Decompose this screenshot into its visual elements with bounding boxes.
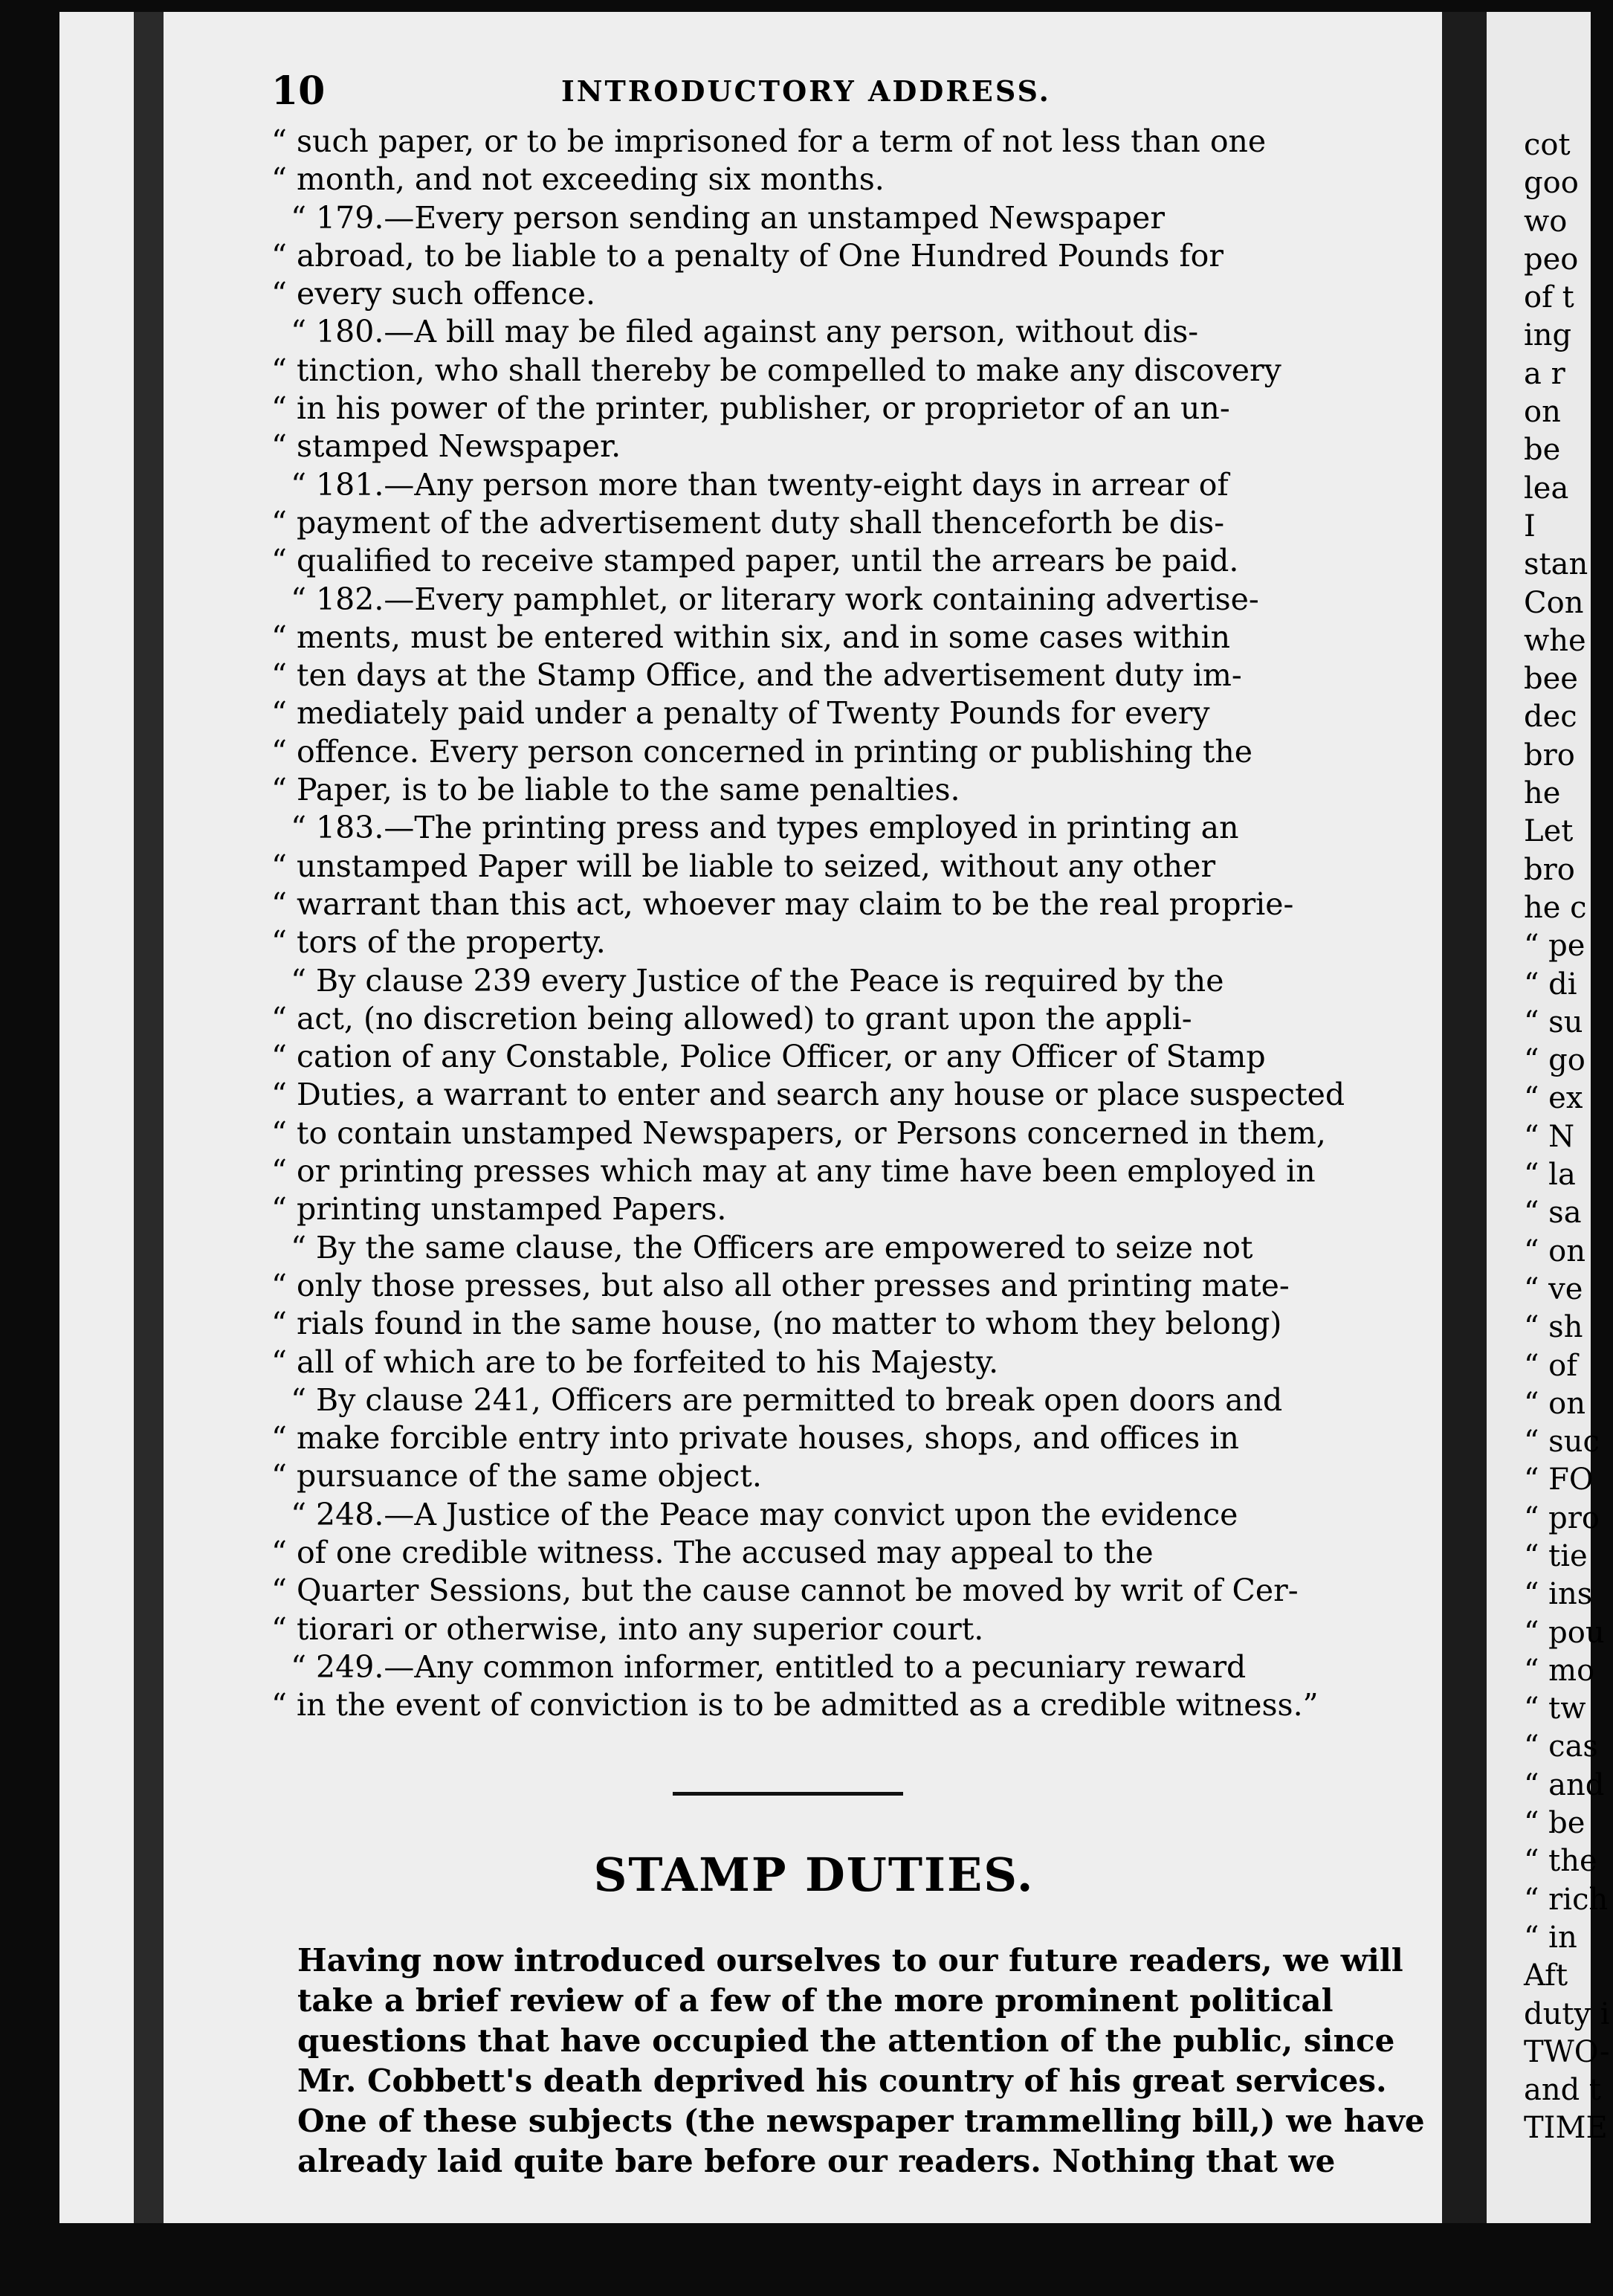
text-line: “ ten days at the Stamp Office, and the advertisement duty im- <box>271 657 1242 694</box>
section-divider <box>673 1792 903 1796</box>
facing-page-line: wo <box>1524 204 1568 239</box>
section-title: STAMP DUTIES. <box>593 1848 1035 1902</box>
text-line: “ stamped Newspaper. <box>271 428 621 465</box>
facing-page-line: “ sa <box>1524 1196 1582 1231</box>
facing-page-line: “ in <box>1524 1920 1577 1955</box>
text-line: “ qualified to receive stamped paper, until the arrears be paid. <box>271 543 1239 579</box>
text-line: “ tors of the property. <box>271 924 606 961</box>
text-line: “ rials found in the same house, (no matter to whom they belong) <box>271 1306 1282 1342</box>
text-line: “ Duties, a warrant to enter and search any house or place suspected <box>271 1077 1345 1113</box>
text-line: “ 179.—Every person sending an unstamped Newspaper <box>271 199 1165 236</box>
facing-page-line: whe <box>1524 623 1586 658</box>
text-line: Having now introduced ourselves to our future readers, we will <box>297 1942 1403 1979</box>
facing-page-line: “ rich <box>1524 1882 1609 1917</box>
facing-page-line: Aft <box>1524 1958 1568 1993</box>
facing-page-line: TIME <box>1524 2111 1608 2146</box>
body-text <box>271 123 1357 1724</box>
text-line: “ Quarter Sessions, but the cause cannot be moved by writ of Cer- <box>271 1573 1299 1609</box>
facing-page-line: on <box>1524 395 1561 430</box>
facing-page-line: bro <box>1524 852 1575 887</box>
facing-page-line: “ sh <box>1524 1310 1583 1345</box>
facing-page-line: “ on <box>1524 1234 1586 1268</box>
text-line: “ unstamped Paper will be liable to seized, without any other <box>271 848 1216 884</box>
scan-border-bottom <box>0 2223 1591 2296</box>
text-line: “ in his power of the printer, publisher, or proprietor of an un- <box>271 390 1230 427</box>
facing-page-line: “ pou <box>1524 1615 1605 1650</box>
text-line: “ in the event of conviction is to be admitted as a credible witness.” <box>271 1687 1319 1723</box>
text-line: “ tinction, who shall thereby be compelled to make any discovery <box>271 352 1281 388</box>
text-line: “ month, and not exceeding six months. <box>271 161 885 198</box>
facing-page-line: of t <box>1524 280 1574 315</box>
facing-page-line: “ tie <box>1524 1538 1588 1573</box>
facing-page-line: “ be <box>1524 1806 1585 1841</box>
facing-page-line: he <box>1524 776 1561 811</box>
facing-page-line: ing <box>1524 318 1572 353</box>
facing-page-line: “ mo <box>1524 1653 1595 1688</box>
text-line: “ tiorari or otherwise, into any superior court. <box>271 1610 984 1647</box>
facing-page-line: “ ve <box>1524 1271 1583 1306</box>
text-line: “ cation of any Constable, Police Officer, or any Officer of Stamp <box>271 1039 1266 1075</box>
text-line: “ all of which are to be forfeited to his Majesty. <box>271 1344 999 1380</box>
text-line: “ By clause 241, Officers are permitted to break open doors and <box>271 1381 1283 1418</box>
text-line: One of these subjects (the newspaper trammelling bill,) we have <box>297 2103 1425 2139</box>
facing-page-line: be <box>1524 433 1561 468</box>
text-line: “ 181.—Any person more than twenty-eight days in arrear of <box>271 466 1229 503</box>
facing-page-line: Con <box>1524 585 1584 620</box>
text-line: “ payment of the advertisement duty shall thenceforth be dis- <box>271 504 1225 541</box>
facing-page-line: “ ins <box>1524 1577 1593 1612</box>
binding-shadow <box>134 12 164 2278</box>
text-line: “ mediately paid under a penalty of Twenty Pounds for every <box>271 695 1210 732</box>
text-line: questions that have occupied the attention of the public, since <box>297 2022 1395 2059</box>
text-line: “ printing unstamped Papers. <box>271 1191 727 1228</box>
facing-page-line: “ N <box>1524 1119 1575 1154</box>
facing-page-line: “ the <box>1524 1844 1597 1879</box>
facing-page-line: a r <box>1524 356 1565 391</box>
facing-page-line: duty i <box>1524 1996 1610 2031</box>
text-line: “ warrant than this act, whoever may claim to be the real proprie- <box>271 886 1294 922</box>
text-line: Mr. Cobbett's death deprived his country of his great services. <box>297 2063 1387 2099</box>
facing-page-line: “ of <box>1524 1348 1578 1383</box>
text-line: “ By the same clause, the Officers are empowered to seize not <box>271 1229 1253 1265</box>
facing-page-line: “ go <box>1524 1043 1585 1078</box>
facing-page-line: “ di <box>1524 967 1577 1002</box>
facing-page-line: Let <box>1524 814 1574 849</box>
running-head: INTRODUCTORY ADDRESS. <box>561 74 1051 108</box>
facing-page-line: “ pe <box>1524 929 1585 964</box>
facing-page-line: he c <box>1524 890 1587 925</box>
text-line: “ act, (no discretion being allowed) to grant upon the appli- <box>271 1000 1192 1036</box>
facing-page-line: TWO- <box>1524 2034 1610 2069</box>
text-line: “ 249.—Any common informer, entitled to a pecuniary reward <box>271 1648 1247 1685</box>
text-line: “ make forcible entry into private houses, shops, and offices in <box>271 1420 1239 1457</box>
text-line: “ of one credible witness. The accused may appeal to the <box>271 1534 1154 1570</box>
facing-page-line: peo <box>1524 242 1579 277</box>
text-line: “ abroad, to be liable to a penalty of One Hundred Pounds for <box>271 237 1224 274</box>
text-line: “ pursuance of the same object. <box>271 1458 762 1494</box>
facing-page-text <box>1524 126 1613 2148</box>
text-line: “ such paper, or to be imprisoned for a term of not less than one <box>271 123 1267 159</box>
page-header <box>271 68 1357 113</box>
text-line: “ By clause 239 every Justice of the Peace is required by the <box>271 962 1224 999</box>
text-line: “ 180.—A bill may be filed against any person, without dis- <box>271 314 1199 350</box>
facing-page-line: “ tw <box>1524 1692 1586 1726</box>
gutter <box>1442 12 1487 2278</box>
facing-page-line: and t <box>1524 2073 1602 2108</box>
text-line: “ 248.—A Justice of the Peace may convict upon the evidence <box>271 1496 1238 1532</box>
text-line: take a brief review of a few of the more prominent political <box>297 1982 1334 2019</box>
facing-page-line: “ and <box>1524 1767 1605 1802</box>
text-line: “ to contain unstamped Newspapers, or Persons concerned in them, <box>271 1115 1326 1151</box>
text-line: “ ments, must be entered within six, and in some cases within <box>271 619 1230 655</box>
text-line: already laid quite bare before our readers. Nothing that we <box>297 2143 1336 2179</box>
facing-page-line: “ la <box>1524 1158 1576 1193</box>
facing-page-line: “ ex <box>1524 1081 1583 1116</box>
facing-page-line: “ su <box>1524 1004 1583 1039</box>
intro-paragraph <box>297 1941 1425 2181</box>
facing-page-line: “ suc <box>1524 1425 1600 1460</box>
text-line: “ 183.—The printing press and types employed in printing an <box>271 810 1239 846</box>
facing-page-line: bee <box>1524 662 1578 697</box>
facing-page-line: cot <box>1524 128 1571 162</box>
text-line: “ 182.—Every pamphlet, or literary work containing advertise- <box>271 581 1259 617</box>
text-line: “ Paper, is to be liable to the same penalties. <box>271 772 960 808</box>
facing-page-line: “ FO <box>1524 1463 1594 1497</box>
text-line: “ or printing presses which may at any time have been employed in <box>271 1153 1316 1190</box>
facing-page-line: “ on <box>1524 1386 1586 1421</box>
text-line: “ offence. Every person concerned in printing or publishing the <box>271 733 1253 770</box>
facing-page-line: I <box>1524 509 1536 544</box>
facing-page-line: bro <box>1524 738 1575 773</box>
text-line: “ every such offence. <box>271 276 596 312</box>
facing-page-line: “ pro <box>1524 1500 1600 1535</box>
facing-page-line: lea <box>1524 471 1569 506</box>
facing-page-line: “ cas <box>1524 1729 1598 1764</box>
page-number: 10 <box>271 68 326 114</box>
facing-page-line: stan <box>1524 547 1588 582</box>
text-line: “ only those presses, but also all other presses and printing mate- <box>271 1267 1290 1303</box>
facing-page-line: dec <box>1524 700 1577 735</box>
facing-page-line: goo <box>1524 166 1579 201</box>
